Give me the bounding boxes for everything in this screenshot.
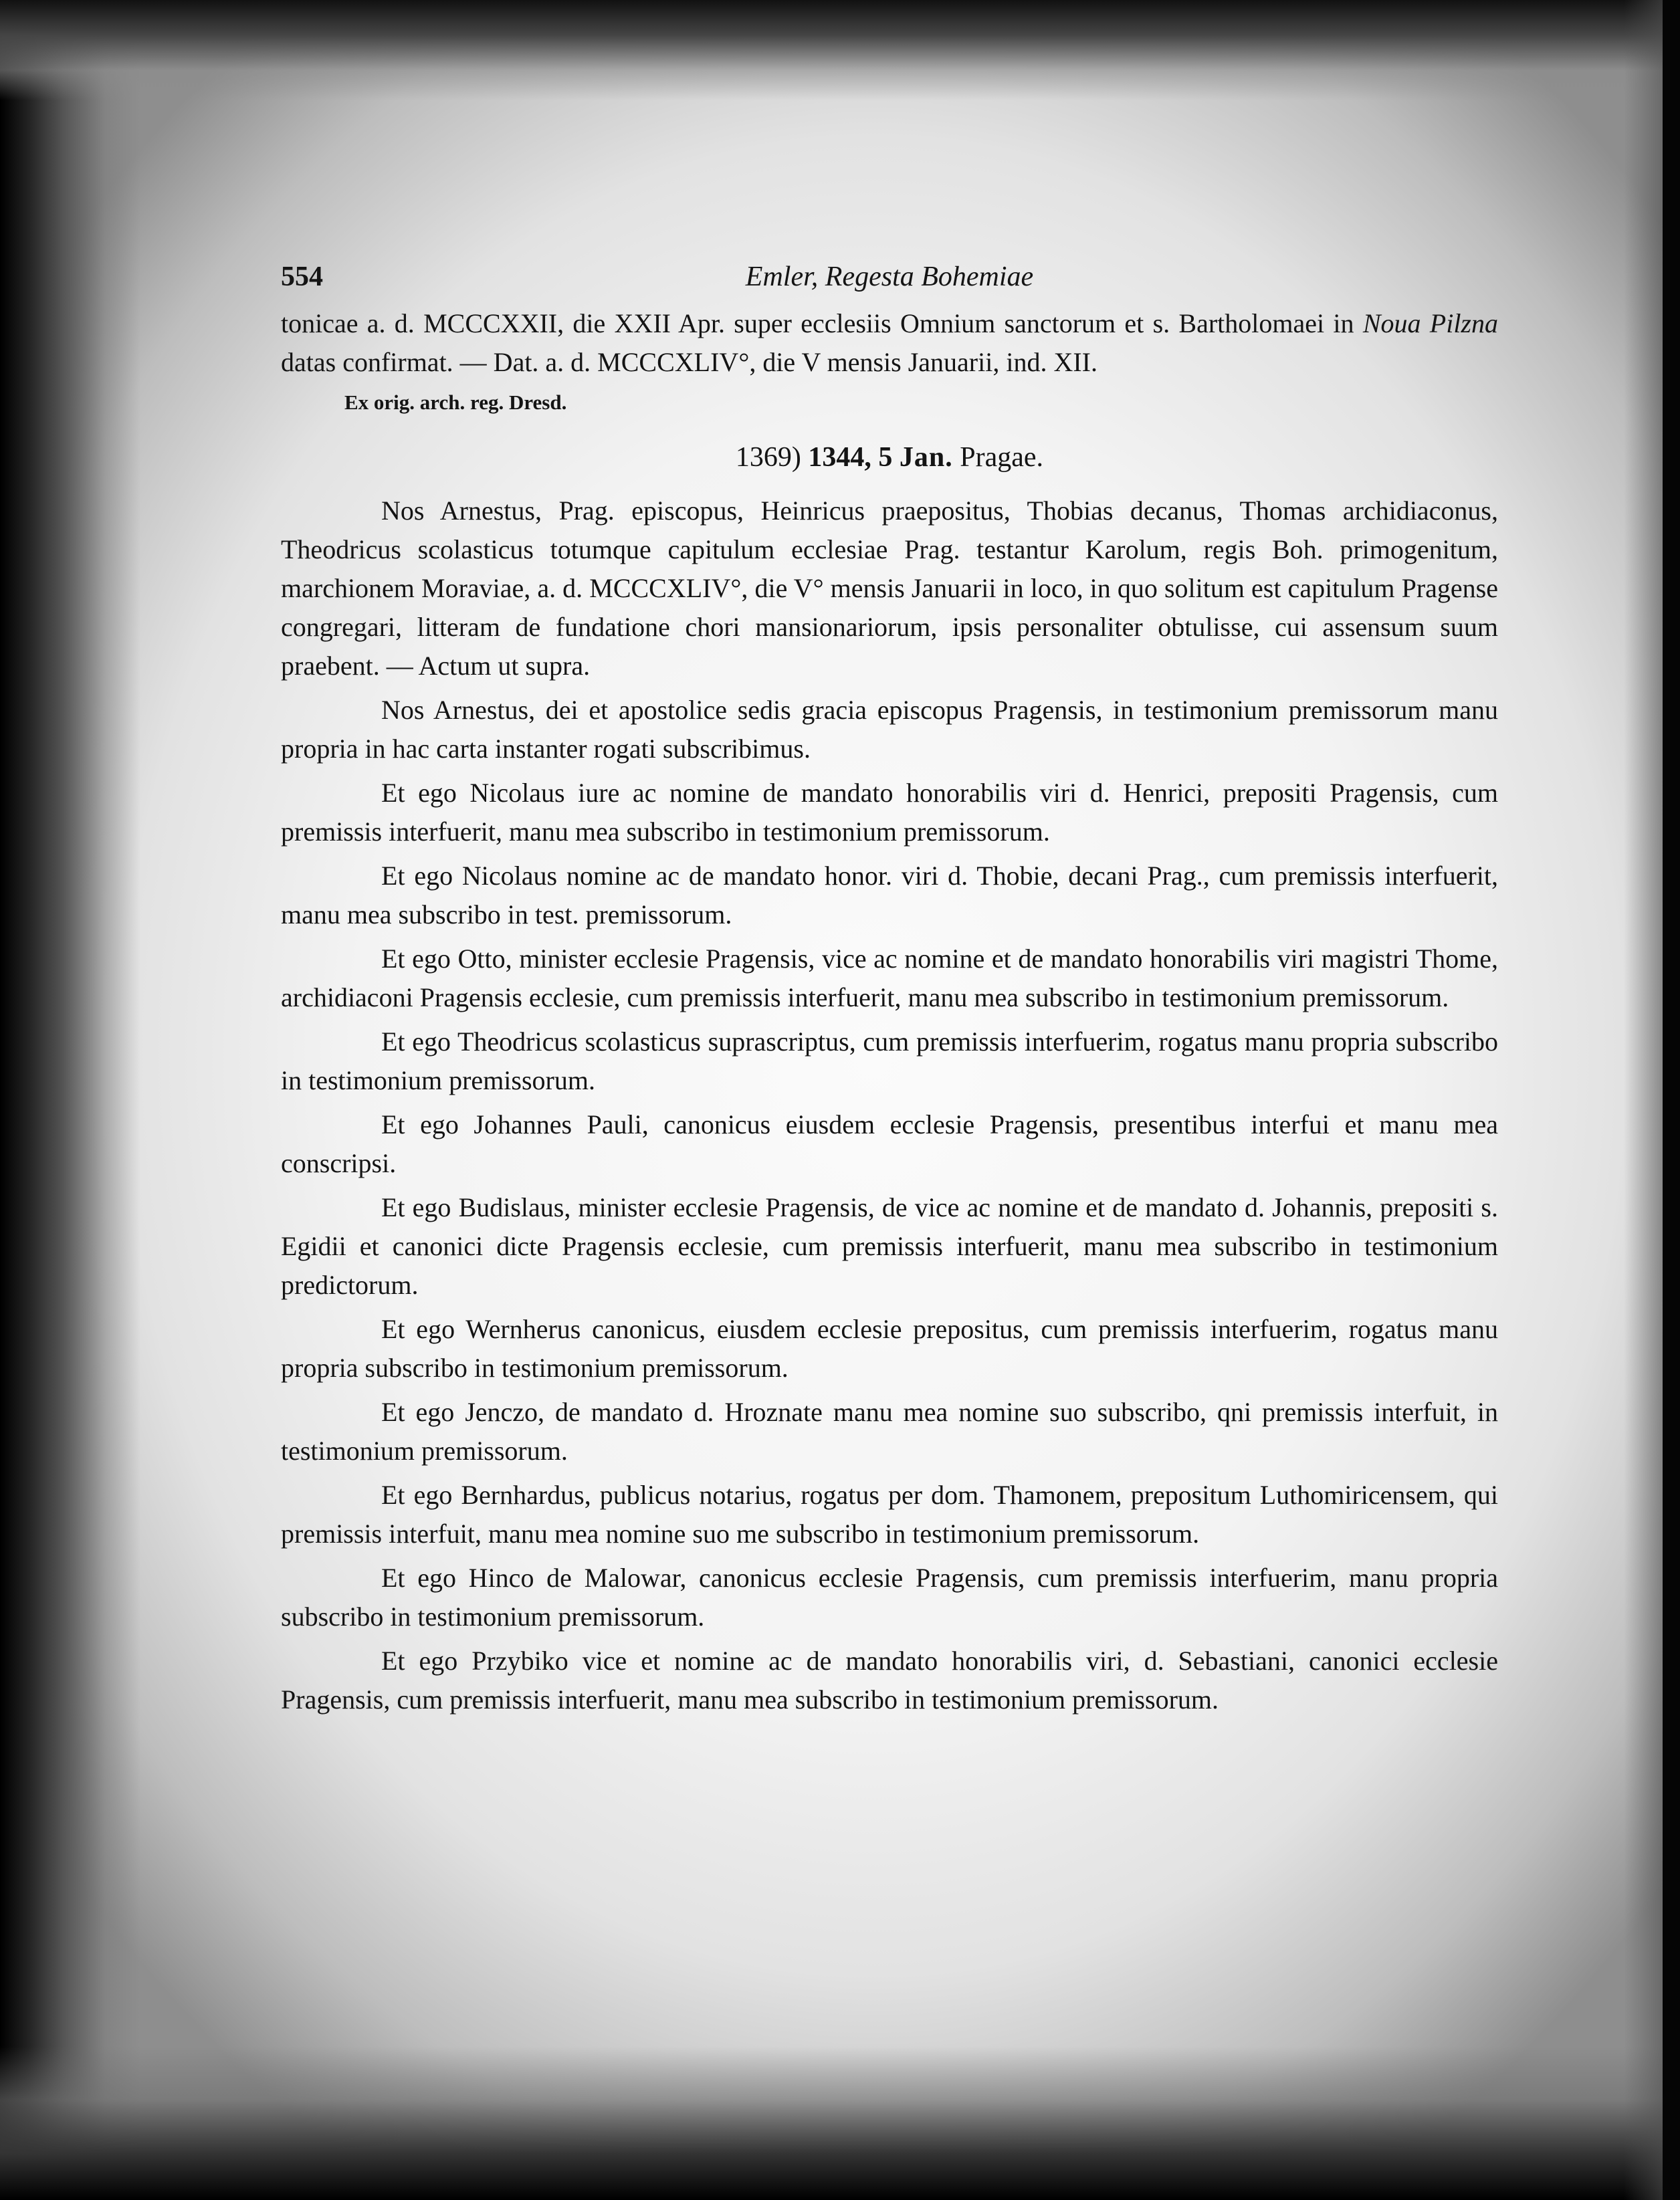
intro-place-name: Noua Pilzna xyxy=(1362,308,1499,338)
scan-shadow-top xyxy=(0,0,1680,100)
page-number: 554 xyxy=(281,261,323,292)
scan-shadow-left xyxy=(0,0,140,2200)
intro-text-part2: datas confirmat. — Dat. a. d. MCCCXLIV°, die V mensis Januarii, ind. XII. xyxy=(281,347,1097,377)
intro-text-part1: tonicae a. d. MCCCXXII, die XXII Apr. super ecclesiis Omnium sanctorum et s. Bartholomaei in xyxy=(281,308,1363,338)
body-paragraph: Et ego Przybiko vice et nomine ac de mandato honorabilis viri, d. Sebastiani, canonici ecclesie Pragensis, cum premissis interfuerit, manu mea subscribo in testimonium premissorum. xyxy=(281,1646,1498,1715)
intro-paragraph xyxy=(281,304,1498,382)
body-paragraph: Et ego Bernhardus, publicus notarius, rogatus per dom. Thamonem, prepositum Luthomiricensem, qui premissis interfuit, manu mea nomine suo me subscribo in testimonium premissorum. xyxy=(281,1480,1498,1549)
body-paragraph: Et ego Nicolaus nomine ac de mandato honor. viri d. Thobie, decani Prag., cum premissis interfuerit, manu mea subscribo in test. premissorum. xyxy=(281,861,1498,929)
scan-shadow-bottom xyxy=(0,2046,1680,2200)
scan-edge-right xyxy=(1663,0,1680,2200)
body-paragraph: Et ego Johannes Pauli, canonicus eiusdem ecclesie Pragensis, presentibus interfui et manu mea conscripsi. xyxy=(281,1109,1498,1178)
body-paragraph: Et ego Theodricus scolasticus suprascriptus, cum premissis interfuerim, rogatus manu propria subscribo in testimonium premissorum. xyxy=(281,1026,1498,1095)
page-content xyxy=(281,257,1498,1719)
body-paragraph: Et ego Otto, minister ecclesie Pragensis, vice ac nomine et de mandato honorabilis viri magistri Thome, archidiaconi Pragensis ecclesie, cum premissis interfuerit, manu mea subscribo in testimonium premissorum. xyxy=(281,944,1498,1012)
running-title: Emler, Regesta Bohemiae xyxy=(745,261,1034,292)
body-paragraph: Et ego Jenczo, de mandato d. Hroznate manu mea nomine suo subscribo, qni premissis interfuit, in testimonium premissorum. xyxy=(281,1397,1498,1466)
entry-number: 1369) xyxy=(735,442,801,473)
body-paragraph: Et ego Wernherus canonicus, eiusdem ecclesie prepositus, cum premissis interfuerim, rogatus manu propria subscribo in testimonium premissorum. xyxy=(281,1314,1498,1383)
running-head xyxy=(281,257,1498,304)
body-paragraph: Et ego Hinco de Malowar, canonicus ecclesie Pragensis, cum premissis interfuerim, manu propria subscribo in testimonium premissorum. xyxy=(281,1563,1498,1632)
body-paragraph: Nos Arnestus, dei et apostolice sedis gracia episcopus Pragensis, in testimonium premissorum manu propria in hac carta instanter rogati subscribimus. xyxy=(281,695,1498,764)
entry-month: Jan. xyxy=(899,442,953,473)
body-paragraph: Et ego Nicolaus iure ac nomine de mandato honorabilis viri d. Henrici, prepositi Pragensis, cum premissis interfuerit, manu mea subscribo in testimonium premissorum. xyxy=(281,778,1498,847)
entry-place: Pragae. xyxy=(960,442,1044,473)
scan-shadow-right xyxy=(1624,0,1664,2200)
entry-heading xyxy=(281,438,1498,477)
entry-date: 1344, 5 xyxy=(808,442,893,473)
source-note: Ex orig. arch. reg. Dresd. xyxy=(344,391,567,414)
body-paragraph: Et ego Budislaus, minister ecclesie Pragensis, de vice ac nomine et de mandato d. Johannis, prepositi s. Egidii et canonici dicte Pragensis ecclesie, cum premissis interfuerit, manu mea subscribo in testimonium predictorum. xyxy=(281,1192,1498,1300)
body-paragraph: Nos Arnestus, Prag. episcopus, Heinricus praepositus, Thobias decanus, Thomas archidiaconus, Theodricus scolasticus totumque capitulum ecclesiae Prag. testantur Karolum, regis Boh. primogenitum, marchionem Moraviae, a. d. MCCCXLIV°, die V° mensis Januarii in loco, in quo solitum est capitulum Pragense congregari, litteram de fundatione chori mansionariorum, ipsis personaliter obtulisse, cui assensum suum praebent. — Actum ut supra. xyxy=(281,496,1498,681)
